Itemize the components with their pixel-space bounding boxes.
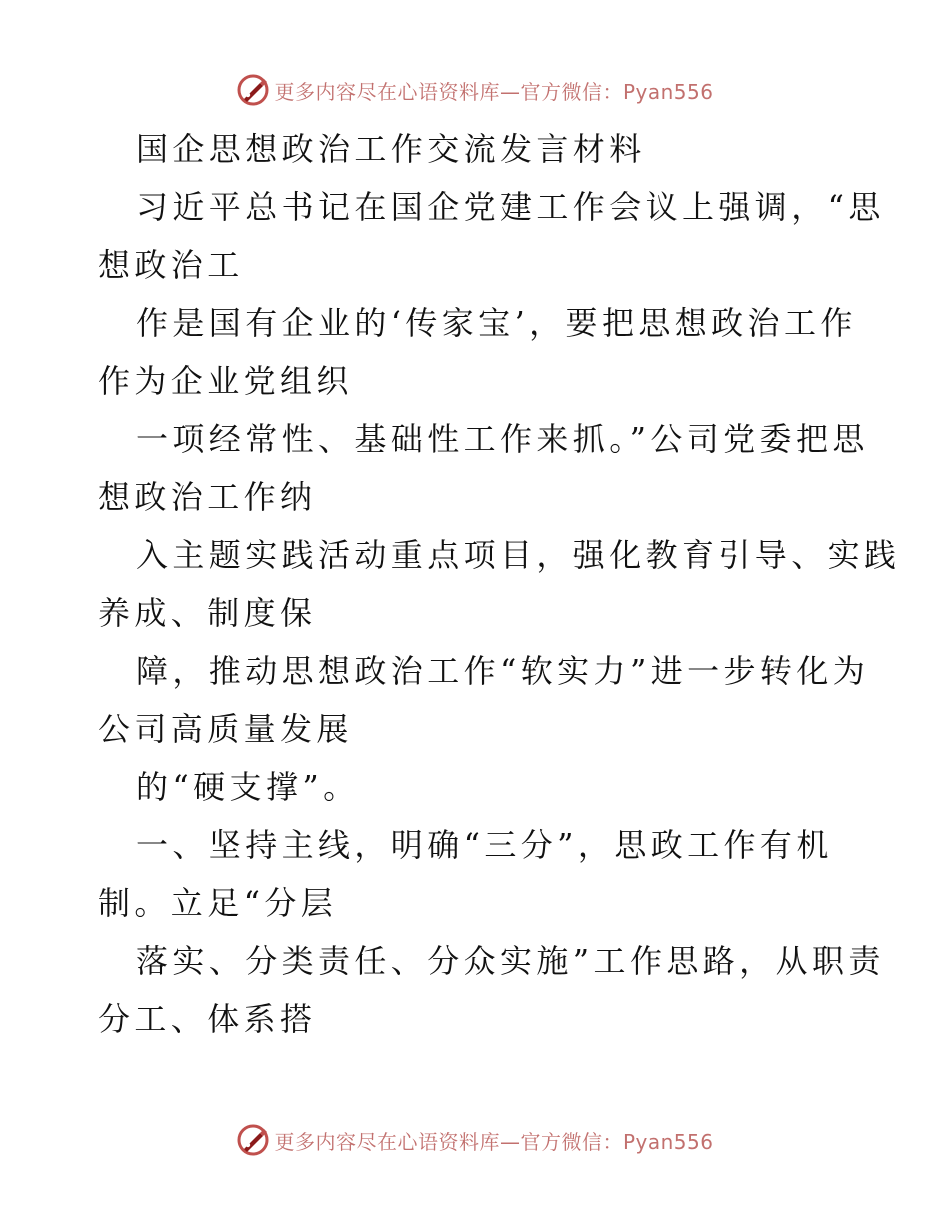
paragraph-line: 落实、分类责任、分众实施”工作思路，从职责 (136, 942, 885, 980)
paragraph-line: 公司高质量发展 (98, 710, 353, 748)
watermark-text: 更多内容尽在心语资料库—官方微信：Pyan556 (274, 1129, 714, 1154)
document-title: 国企思想政治工作交流发言材料 (136, 130, 646, 168)
watermark-text: 更多内容尽在心语资料库—官方微信：Pyan556 (274, 79, 714, 104)
paragraph-line: 入主题实践活动重点项目，强化教育引导、实践 (136, 536, 901, 574)
paragraph-line: 想政治工 (98, 246, 244, 284)
paragraph-line: 一项经常性、基础性工作来抓。”公司党委把思 (136, 420, 869, 458)
paragraph-line: 障，推动思想政治工作“软实力”进一步转化为 (136, 652, 870, 690)
paragraph-line: 养成、制度保 (98, 594, 317, 632)
footer-watermark (0, 1120, 950, 1160)
paragraph-line: 的“硬支撑”。 (136, 768, 360, 806)
document-body (98, 120, 901, 1048)
paragraph-line: 分工、体系搭 (98, 1000, 317, 1038)
paragraph-line: 制。立足“分层 (98, 884, 338, 922)
paragraph-line: 作为企业党组织 (98, 362, 353, 400)
paragraph-line: 作是国有企业的‘传家宝’，要把思想政治工作 (136, 304, 857, 342)
section-heading-line: 一、坚持主线，明确“三分”，思政工作有机 (136, 826, 833, 864)
pen-logo-icon (236, 1123, 270, 1157)
paragraph-line: 想政治工作纳 (98, 478, 317, 516)
pen-logo-icon (236, 73, 270, 107)
paragraph-line: 习近平总书记在国企党建工作会议上强调，“思 (136, 188, 885, 226)
header-watermark (0, 70, 950, 110)
